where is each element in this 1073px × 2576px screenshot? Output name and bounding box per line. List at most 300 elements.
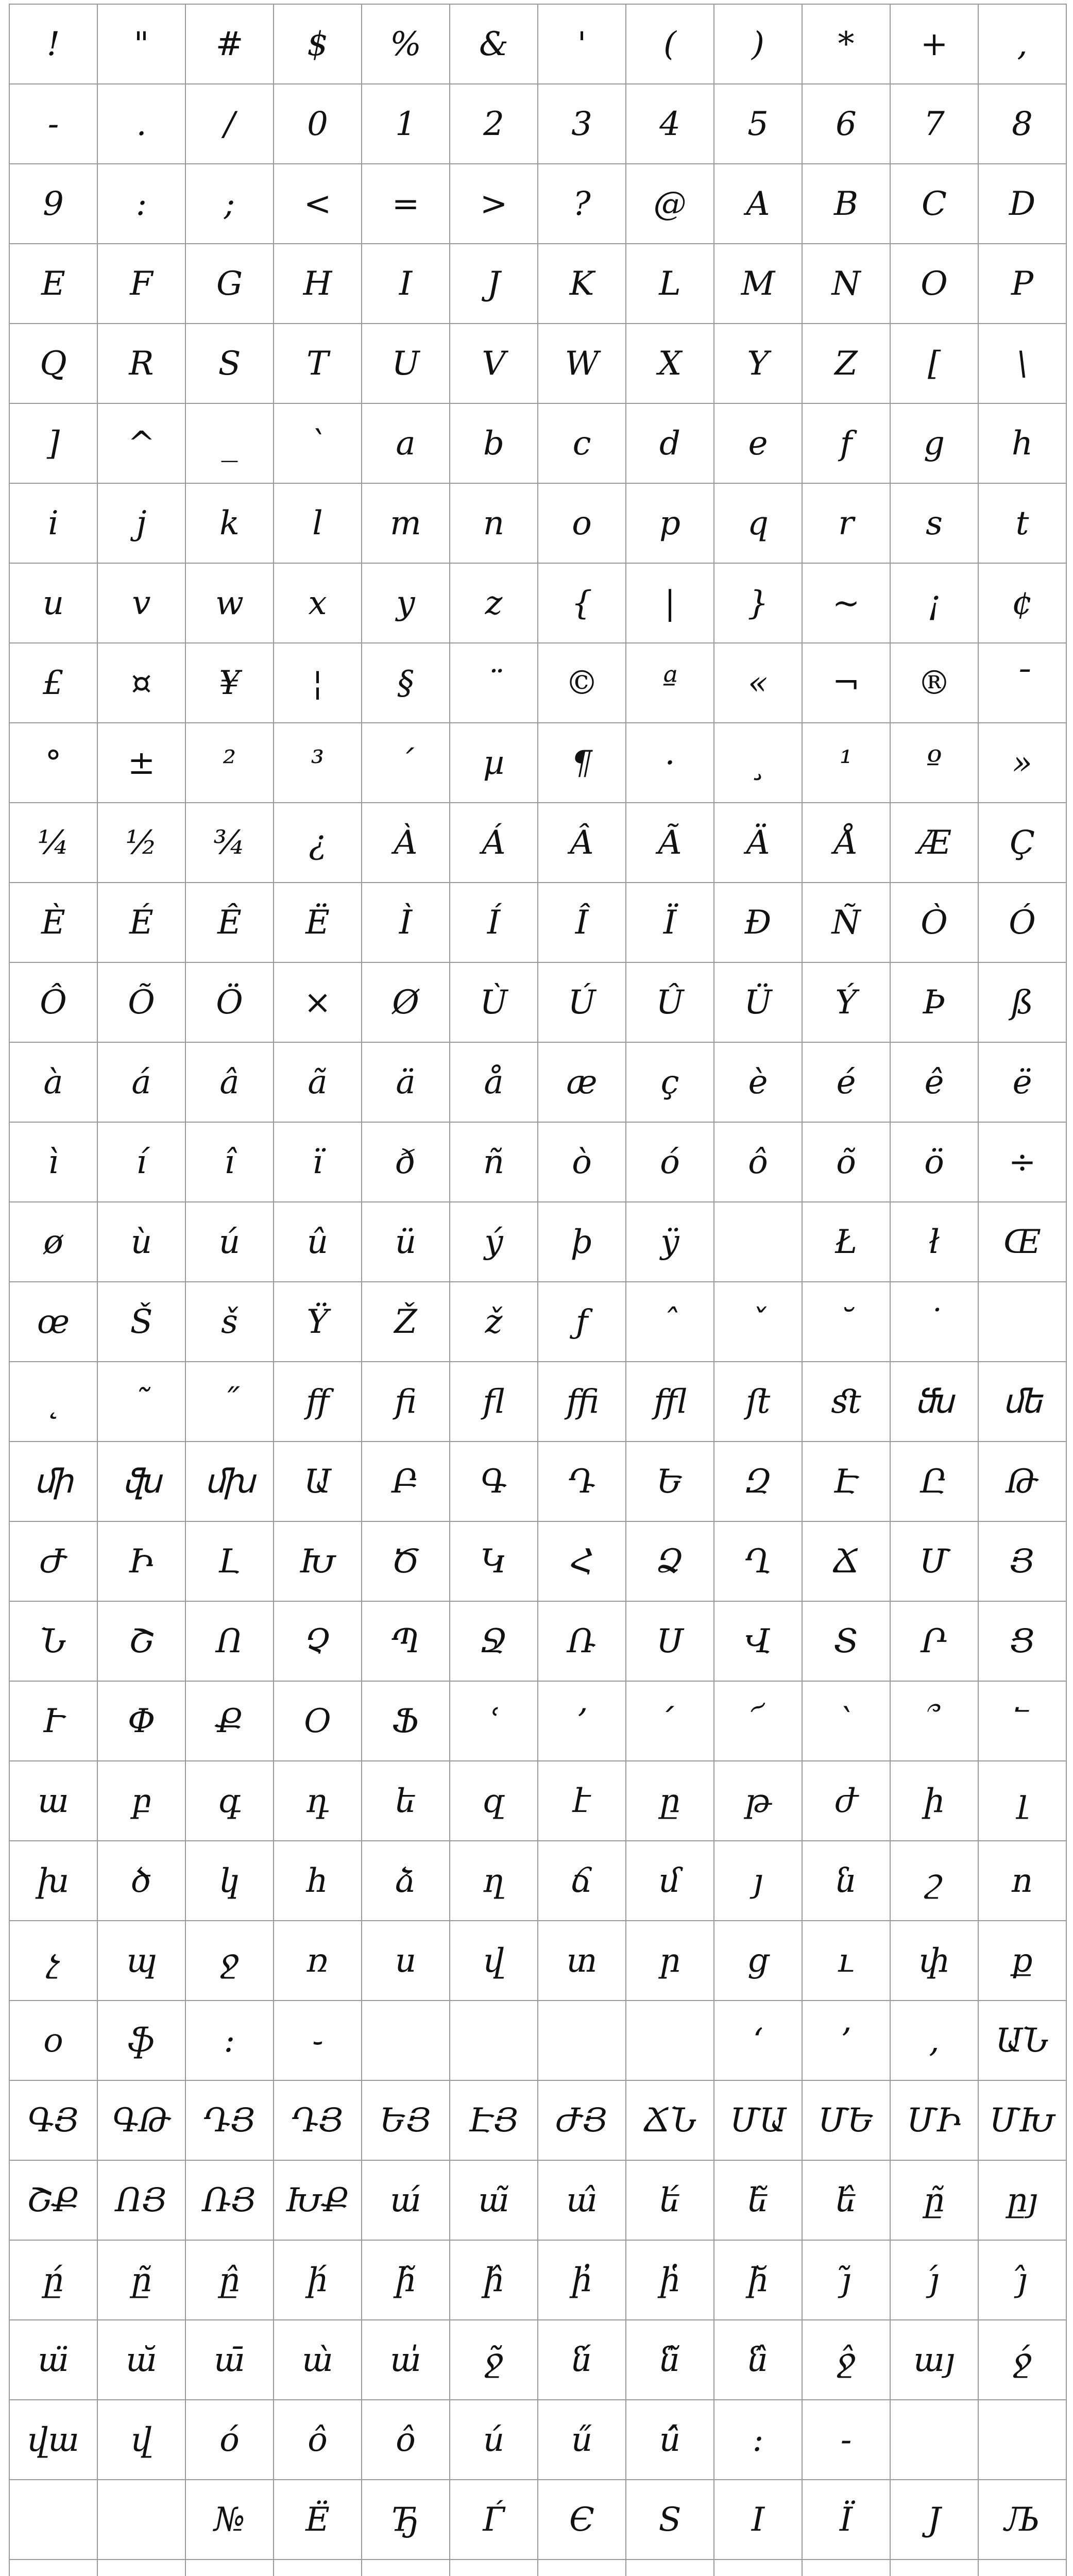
glyph-cell: ե́	[626, 2160, 714, 2240]
glyph-cell: Ù	[450, 962, 538, 1042]
glyph-cell: Ջ	[450, 1601, 538, 1681]
glyph-cell: Է	[802, 1442, 890, 1521]
glyph-cell: Բ	[362, 1442, 450, 1521]
glyph-cell: q	[714, 483, 802, 563]
glyph-cell: ք	[978, 1921, 1066, 2001]
glyph-cell: >	[450, 164, 538, 244]
glyph-cell: r	[802, 483, 890, 563]
glyph-cell	[97, 2560, 185, 2576]
glyph-cell: -	[9, 84, 97, 164]
glyph-cell: ¸	[714, 723, 802, 803]
glyph-cell: %	[362, 4, 450, 84]
glyph-cell: k	[185, 483, 274, 563]
glyph-cell	[714, 2560, 802, 2576]
glyph-cell: ՌՅ	[185, 2160, 274, 2240]
glyph-cell: D	[978, 164, 1066, 244]
glyph-cell: ն̂	[714, 2320, 802, 2400]
glyph-cell: û	[274, 1202, 362, 1282]
glyph-row	[9, 1601, 1066, 1681]
glyph-cell: ՟	[978, 1681, 1066, 1761]
glyph-cell: ը̃	[97, 2240, 185, 2320]
glyph-cell: ¼	[9, 803, 97, 883]
glyph-cell	[978, 2560, 1066, 2576]
glyph-cell: (	[626, 4, 714, 84]
glyph-cell: ﬁ	[362, 1362, 450, 1442]
glyph-cell: ¤	[97, 643, 185, 723]
glyph-cell: v	[97, 563, 185, 643]
glyph-cell: Ç	[978, 803, 1066, 883]
glyph-cell: ի	[890, 1761, 978, 1841]
glyph-cell: ²	[185, 723, 274, 803]
glyph-cell: œ	[9, 1282, 97, 1362]
glyph-row	[9, 883, 1066, 962]
glyph-cell: a	[362, 403, 450, 483]
glyph-cell: Ճ	[802, 1521, 890, 1601]
glyph-cell: Є	[538, 2480, 626, 2560]
glyph-cell: á	[97, 1042, 185, 1122]
glyph-cell: Ն	[9, 1601, 97, 1681]
glyph-cell	[890, 2400, 978, 2480]
glyph-cell: É	[97, 883, 185, 962]
glyph-cell: ±	[97, 723, 185, 803]
glyph-cell: ì	[9, 1122, 97, 1202]
glyph-cell: Ա	[274, 1442, 362, 1521]
glyph-cell: Խ	[274, 1521, 362, 1601]
glyph-cell: ա̍	[362, 2320, 450, 2400]
glyph-cell: Ժ	[9, 1521, 97, 1601]
glyph-cell: ի̂	[450, 2240, 538, 2320]
glyph-cell: ե	[362, 1761, 450, 1841]
glyph-cell: .	[97, 84, 185, 164]
glyph-cell: Ո	[185, 1601, 274, 1681]
glyph-cell: ﬓ	[890, 1362, 978, 1442]
glyph-cell: $	[274, 4, 362, 84]
glyph-cell: ˝	[185, 1362, 274, 1442]
glyph-cell: õ	[802, 1122, 890, 1202]
glyph-cell: ՙ	[450, 1681, 538, 1761]
glyph-cell: Ի	[97, 1521, 185, 1601]
glyph-cell: յ́	[890, 2240, 978, 2320]
glyph-cell: Ր	[890, 1601, 978, 1681]
glyph-cell: ա̀	[274, 2320, 362, 2400]
glyph-cell: Ü	[714, 962, 802, 1042]
glyph-cell: ˇ	[714, 1282, 802, 1362]
glyph-cell: ﬖ	[97, 1442, 185, 1521]
glyph-cell: Õ	[97, 962, 185, 1042]
glyph-cell: ﬃ	[538, 1362, 626, 1442]
glyph-cell: յ	[714, 1841, 802, 1921]
glyph-cell: ա̃	[450, 2160, 538, 2240]
glyph-cell: }	[714, 563, 802, 643]
glyph-cell: տ	[538, 1921, 626, 2001]
glyph-cell: Ծ	[362, 1521, 450, 1601]
glyph-cell: Ž	[362, 1282, 450, 1362]
glyph-cell	[97, 2480, 185, 2560]
glyph-cell: µ	[450, 723, 538, 803]
glyph-cell: å	[450, 1042, 538, 1122]
glyph-cell: e	[714, 403, 802, 483]
glyph-cell: ű	[538, 2400, 626, 2480]
glyph-row	[9, 84, 1066, 164]
glyph-cell: ֊	[274, 2001, 362, 2080]
glyph-cell: _	[185, 403, 274, 483]
glyph-cell: ե̃	[714, 2160, 802, 2240]
glyph-cell: 1	[362, 84, 450, 164]
glyph-cell: `	[274, 403, 362, 483]
glyph-cell	[9, 2560, 97, 2576]
glyph-cell: ?	[538, 164, 626, 244]
glyph-cell: ԱՆ	[978, 2001, 1066, 2080]
glyph-cell: ¦	[274, 643, 362, 723]
glyph-cell: ն́	[538, 2320, 626, 2400]
glyph-cell: [	[890, 324, 978, 403]
glyph-cell: A	[714, 164, 802, 244]
glyph-row	[9, 2001, 1066, 2080]
glyph-cell: ՝	[802, 1681, 890, 1761]
glyph-cell: #	[185, 4, 274, 84]
glyph-cell: ռ	[274, 1921, 362, 2001]
glyph-cell: ú	[450, 2400, 538, 2480]
glyph-cell: ԳՅ	[9, 2080, 97, 2160]
glyph-row	[9, 1202, 1066, 1282]
glyph-cell: Ï	[626, 883, 714, 962]
glyph-cell: z	[450, 563, 538, 643]
glyph-cell: Թ	[978, 1442, 1066, 1521]
glyph-cell: X	[626, 324, 714, 403]
glyph-cell: ñ	[450, 1122, 538, 1202]
glyph-cell: Ý	[802, 962, 890, 1042]
glyph-row	[9, 2320, 1066, 2400]
glyph-cell	[538, 2560, 626, 2576]
glyph-cell: @	[626, 164, 714, 244]
glyph-cell: ¢	[978, 563, 1066, 643]
glyph-cell	[890, 2560, 978, 2576]
glyph-cell: ,	[978, 4, 1066, 84]
glyph-cell: Љ	[978, 2480, 1066, 2560]
glyph-cell: ՜	[714, 1681, 802, 1761]
glyph-cell: փ	[890, 1921, 978, 2001]
glyph-cell: ի̔	[626, 2240, 714, 2320]
glyph-cell: Q	[9, 324, 97, 403]
glyph-cell: \	[978, 324, 1066, 403]
glyph-row	[9, 1521, 1066, 1601]
glyph-cell: s	[890, 483, 978, 563]
glyph-cell: ï	[274, 1122, 362, 1202]
glyph-cell: խ	[9, 1841, 97, 1921]
glyph-cell	[450, 2560, 538, 2576]
glyph-cell: I	[362, 244, 450, 324]
glyph-cell: ս	[362, 1921, 450, 2001]
glyph-cell: c	[538, 403, 626, 483]
glyph-cell: ó	[185, 2400, 274, 2480]
glyph-cell: <	[274, 164, 362, 244]
glyph-cell: ﬂ	[450, 1362, 538, 1442]
glyph-cell: Ղ	[714, 1521, 802, 1601]
glyph-cell: í	[97, 1122, 185, 1202]
glyph-cell: ˙	[890, 1282, 978, 1362]
glyph-row	[9, 1921, 1066, 2001]
glyph-cell: »	[978, 723, 1066, 803]
glyph-cell: ջ̃	[450, 2320, 538, 2400]
glyph-cell: /	[185, 84, 274, 164]
glyph-cell: ˘	[802, 1282, 890, 1362]
glyph-cell: !	[9, 4, 97, 84]
glyph-cell: Պ	[362, 1601, 450, 1681]
glyph-cell: ß	[978, 962, 1066, 1042]
glyph-cell	[802, 2560, 890, 2576]
glyph-cell: Ł	[802, 1202, 890, 1282]
glyph-cell: ա́	[362, 2160, 450, 2240]
glyph-cell: Ñ	[802, 883, 890, 962]
glyph-row	[9, 643, 1066, 723]
glyph-cell: Դ	[538, 1442, 626, 1521]
glyph-cell: ՇՔ	[9, 2160, 97, 2240]
glyph-row	[9, 803, 1066, 883]
glyph-row	[9, 1122, 1066, 1202]
glyph-cell: Շ	[97, 1601, 185, 1681]
glyph-cell: š	[185, 1282, 274, 1362]
glyph-cell: Ä	[714, 803, 802, 883]
glyph-cell: ը̂	[185, 2240, 274, 2320]
glyph-cell: ւ	[802, 1921, 890, 2001]
glyph-cell: ®	[890, 643, 978, 723]
glyph-cell: J	[450, 244, 538, 324]
glyph-cell: Գ	[450, 1442, 538, 1521]
glyph-cell: վա	[9, 2400, 97, 2480]
glyph-cell: ի̓	[538, 2240, 626, 2320]
glyph-cell: {	[538, 563, 626, 643]
glyph-cell: u	[9, 563, 97, 643]
glyph-cell: ՄԵ	[802, 2080, 890, 2160]
glyph-cell: °	[9, 723, 97, 803]
glyph-cell: Ё	[274, 2480, 362, 2560]
glyph-cell: Ј	[890, 2480, 978, 2560]
glyph-cell: ﬀ	[274, 1362, 362, 1442]
glyph-cell: ƒ	[538, 1282, 626, 1362]
glyph-cell: ը̃	[890, 2160, 978, 2240]
glyph-cell: ԽՔ	[274, 2160, 362, 2240]
glyph-row	[9, 324, 1066, 403]
glyph-cell: o	[538, 483, 626, 563]
glyph-cell: ր	[626, 1921, 714, 2001]
glyph-cell: շ	[890, 1841, 978, 1921]
glyph-cell: 3	[538, 84, 626, 164]
glyph-cell: L	[626, 244, 714, 324]
glyph-cell: ն̃	[626, 2320, 714, 2400]
glyph-cell: F	[97, 244, 185, 324]
glyph-cell: &	[450, 4, 538, 84]
glyph-cell: ա̆	[97, 2320, 185, 2400]
glyph-cell: 4	[626, 84, 714, 164]
glyph-cell: Չ	[274, 1601, 362, 1681]
glyph-cell: ¶	[538, 723, 626, 803]
glyph-cell: ը	[626, 1761, 714, 1841]
glyph-cell: Ռ	[538, 1601, 626, 1681]
glyph-cell: ըյ	[978, 2160, 1066, 2240]
glyph-cell: ×	[274, 962, 362, 1042]
glyph-cell: Þ	[890, 962, 978, 1042]
glyph-row	[9, 962, 1066, 1042]
glyph-cell: Ւ	[9, 1681, 97, 1761]
glyph-cell: ·	[626, 723, 714, 803]
glyph-cell: K	[538, 244, 626, 324]
glyph-cell: ի́	[274, 2240, 362, 2320]
glyph-cell: ա̂	[538, 2160, 626, 2240]
glyph-cell: ã	[274, 1042, 362, 1122]
glyph-cell: ﬆ	[802, 1362, 890, 1442]
glyph-cell: այ	[890, 2320, 978, 2400]
glyph-row	[9, 1282, 1066, 1362]
glyph-cell: ¨	[450, 643, 538, 723]
glyph-cell: Á	[450, 803, 538, 883]
glyph-cell: Յ	[978, 1521, 1066, 1601]
glyph-cell: ]	[9, 403, 97, 483]
glyph-cell: ճ	[538, 1841, 626, 1921]
glyph-cell: ՄԽ	[978, 2080, 1066, 2160]
glyph-cell	[978, 1282, 1066, 1362]
glyph-cell: ջ	[185, 1921, 274, 2001]
glyph-cell: Ú	[538, 962, 626, 1042]
glyph-cell: թ	[714, 1761, 802, 1841]
glyph-cell: հ	[274, 1841, 362, 1921]
glyph-row	[9, 244, 1066, 324]
glyph-row	[9, 403, 1066, 483]
glyph-cell: Ë	[274, 883, 362, 962]
glyph-cell: Ѓ	[450, 2480, 538, 2560]
glyph-cell: «	[714, 643, 802, 723]
glyph-cell: Š	[97, 1282, 185, 1362]
glyph-cell: U	[362, 324, 450, 403]
glyph-cell: V	[450, 324, 538, 403]
glyph-row	[9, 2560, 1066, 2576]
glyph-cell: ^	[97, 403, 185, 483]
glyph-cell: Œ	[978, 1202, 1066, 1282]
glyph-cell: :	[97, 164, 185, 244]
glyph-cell: ü	[362, 1202, 450, 1282]
glyph-cell: Ê	[185, 883, 274, 962]
glyph-cell: £	[9, 643, 97, 723]
glyph-cell: ց	[714, 1921, 802, 2001]
glyph-cell: S	[185, 324, 274, 403]
glyph-cell: ժ	[802, 1761, 890, 1841]
glyph-row	[9, 4, 1066, 84]
glyph-cell: №	[185, 2480, 274, 2560]
glyph-cell: Զ	[714, 1442, 802, 1521]
glyph-row	[9, 2160, 1066, 2240]
glyph-cell: Լ	[185, 1521, 274, 1601]
glyph-cell	[362, 2560, 450, 2576]
glyph-cell: ձ	[362, 1841, 450, 1921]
glyph-cell: Մ	[890, 1521, 978, 1601]
glyph-row	[9, 1362, 1066, 1442]
glyph-cell: j	[97, 483, 185, 563]
glyph-cell: -	[802, 2400, 890, 2480]
glyph-cell: ՛	[626, 1681, 714, 1761]
glyph-cell: þ	[538, 1202, 626, 1282]
glyph-cell: b	[450, 403, 538, 483]
glyph-cell: ¬	[802, 643, 890, 723]
glyph-cell: ý	[450, 1202, 538, 1282]
glyph-cell: ա̈	[9, 2320, 97, 2400]
glyph-cell: ԷՅ	[450, 2080, 538, 2160]
glyph-cell: ö	[890, 1122, 978, 1202]
glyph-cell: ծ	[97, 1841, 185, 1921]
glyph-cell: B	[802, 164, 890, 244]
glyph-cell: 6	[802, 84, 890, 164]
glyph-cell: Æ	[890, 803, 978, 883]
glyph-cell: ֆ	[97, 2001, 185, 2080]
glyph-cell: Ì	[362, 883, 450, 962]
glyph-cell: +	[890, 4, 978, 84]
glyph-cell: m	[362, 483, 450, 563]
glyph-cell: p	[626, 483, 714, 563]
glyph-cell: ԴՅ	[185, 2080, 274, 2160]
glyph-cell: §	[362, 643, 450, 723]
glyph-cell: ի̆	[714, 2240, 802, 2320]
glyph-cell: Ը	[890, 1442, 978, 1521]
glyph-cell: է	[538, 1761, 626, 1841]
glyph-cell: յ̃	[802, 2240, 890, 2320]
glyph-cell: ղ	[450, 1841, 538, 1921]
glyph-cell: C	[890, 164, 978, 244]
glyph-cell: ³	[274, 723, 362, 803]
glyph-cell: Ђ	[362, 2480, 450, 2560]
glyph-cell: Հ	[538, 1521, 626, 1601]
glyph-cell: h	[978, 403, 1066, 483]
glyph-cell: І	[714, 2480, 802, 2560]
glyph-cell: À	[362, 803, 450, 883]
glyph-cell: ú	[185, 1202, 274, 1282]
glyph-cell: յ̂	[978, 2240, 1066, 2320]
glyph-cell: ô	[274, 2400, 362, 2480]
glyph-cell: ˛	[9, 1362, 97, 1442]
glyph-cell	[450, 2001, 538, 2080]
glyph-row	[9, 483, 1066, 563]
glyph-cell: é	[802, 1042, 890, 1122]
glyph-cell: Z	[802, 324, 890, 403]
glyph-cell: վ	[450, 1921, 538, 2001]
glyph-cell: ˜	[97, 1362, 185, 1442]
glyph-row	[9, 1761, 1066, 1841]
glyph-row	[9, 2480, 1066, 2560]
glyph-row	[9, 2240, 1066, 2320]
glyph-row	[9, 1681, 1066, 1761]
glyph-cell: չ	[9, 1921, 97, 2001]
glyph-cell: H	[274, 244, 362, 324]
glyph-cell: Y	[714, 324, 802, 403]
glyph-cell: G	[185, 244, 274, 324]
glyph-cell: ©	[538, 643, 626, 723]
glyph-cell: ¿	[274, 803, 362, 883]
glyph-cell: ž	[450, 1282, 538, 1362]
glyph-cell: ՄԻ	[890, 2080, 978, 2160]
glyph-cell: T	[274, 324, 362, 403]
glyph-cell: ò	[538, 1122, 626, 1202]
glyph-cell: ջ̂	[802, 2320, 890, 2400]
glyph-cell: :	[714, 2400, 802, 2480]
glyph-cell: Í	[450, 883, 538, 962]
glyph-cell: օ	[9, 2001, 97, 2080]
glyph-cell: ﬅ	[714, 1362, 802, 1442]
glyph-cell	[626, 2560, 714, 2576]
glyph-cell: ’	[802, 2001, 890, 2080]
glyph-cell: ô	[362, 2400, 450, 2480]
glyph-cell: Ѕ	[626, 2480, 714, 2560]
glyph-cell: Ե	[626, 1442, 714, 1521]
glyph-cell: â	[185, 1042, 274, 1122]
glyph-cell: ú̂	[626, 2400, 714, 2480]
glyph-cell: Ö	[185, 962, 274, 1042]
